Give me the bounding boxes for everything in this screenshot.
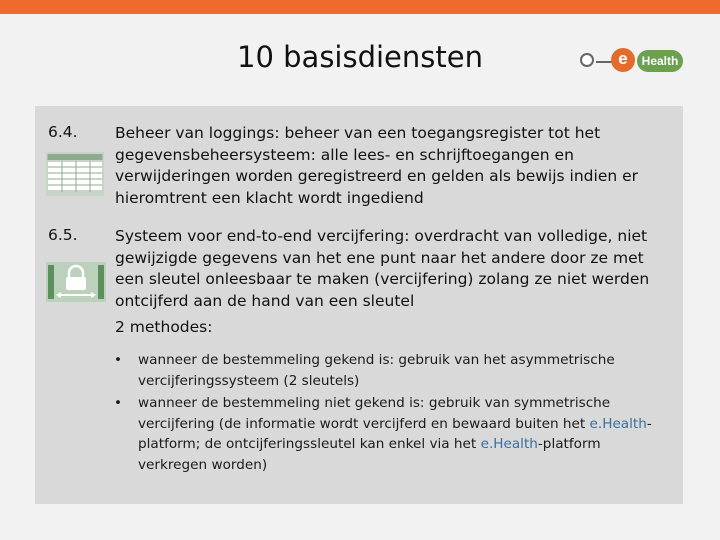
list-item [112,350,672,391]
register-table-icon [46,152,104,196]
item-text: : overdracht van volledige, niet gewijzigde gegevens van het ene punt naar het andere door ze met een sleutel onleesbaar te maken (vercijfering) zolang ze niet werden ontcijferd aan de hand van een sleutel [115,227,650,310]
slide-title: 10 basisdiensten [237,40,483,74]
item-number: 6.5. [48,226,78,244]
lock-arrow-icon [46,262,106,302]
ehealth-logo [578,46,686,78]
item-description [115,226,677,312]
logo-e-mark: e [611,48,635,72]
logo-health-label: Health [637,50,683,72]
item-heading: Beheer van loggings [115,124,275,142]
ehealth-highlight: e.Health [589,415,647,432]
bullet-text: wanneer de bestemmeling gekend is: gebruik van het asymmetrische vercijferingssysteem (2 sleutels) [138,352,615,389]
bullet-icon: • [114,352,123,368]
item-description [115,123,675,209]
methods-list [112,350,672,477]
item-number: 6.4. [48,123,78,141]
list-item [112,393,672,475]
item-heading: Systeem voor end-to-end vercijfering [115,227,405,245]
bullet-icon: • [114,395,123,411]
methods-label: 2 methodes: [115,318,213,336]
bullet-text-end: -platform verkregen worden) [138,436,601,473]
ehealth-highlight: e.Health [480,436,538,452]
top-accent-bar [0,0,720,14]
bullet-text-middle: -platform; de ontcijferingssleutel kan enkel via het [138,415,652,452]
item-text: : beheer van een toegangsregister tot het gegevensbeheersysteem: alle lees- en schrijftoegangen en verwijderingen worden geregistreerd en gelden als bewijs indien er hieromtrent een klacht wordt ingediend [115,124,639,207]
logo-ring-icon [580,53,594,67]
bullet-text-start: wanneer de bestemmeling niet gekend is: gebruik van symmetrische vercijfering (de informatie wordt vercijferd en bewaard buiten het [138,395,611,432]
